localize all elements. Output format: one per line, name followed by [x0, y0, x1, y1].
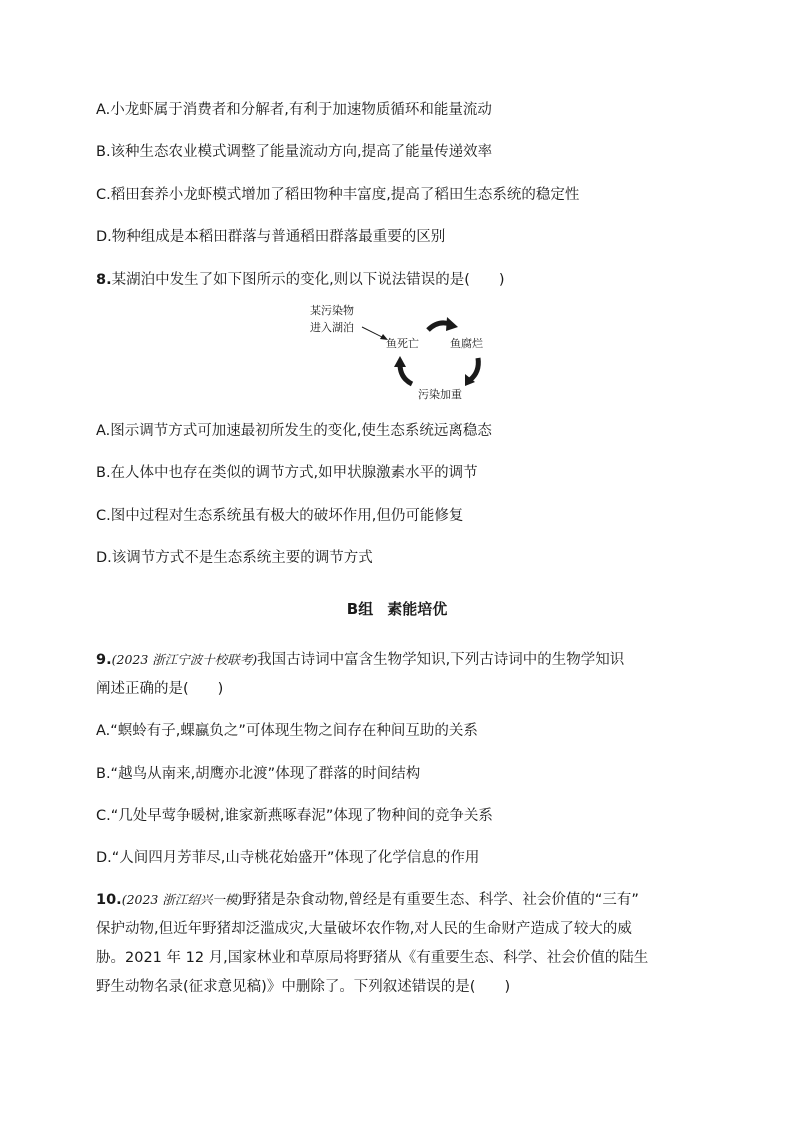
q8-number: 8. — [96, 272, 112, 288]
q9-number: 9. — [96, 652, 112, 668]
cycle-arrow-left-head — [394, 356, 406, 367]
q10-line3: 胁。2021 年 12 月,国家林业和草原局将野猪从《有重要生态、科学、社会价值的陆生 — [96, 950, 649, 966]
diagram-input-line2: 进入湖泊 — [310, 321, 354, 334]
q8-option-b: B.在人体中也存在类似的调节方式,如甲状腺激素水平的调节 — [96, 465, 478, 481]
q8-option-c: C.图中过程对生态系统虽有极大的破坏作用,但仍可能修复 — [96, 508, 464, 524]
q7-option-b: B.该种生态农业模式调整了能量流动方向,提高了能量传递效率 — [96, 144, 493, 160]
q9-option-d: D.“人间四月芳菲尽,山寺桃花始盛开”体现了化学信息的作用 — [96, 850, 480, 866]
q10-line1 — [96, 890, 639, 910]
q10-line2: 保护动物,但近年野猪却泛滥成灾,大量破坏农作物,对人民的生命财产造成了较大的威 — [96, 921, 632, 937]
q9-option-c: C.“几处早莺争暖树,谁家新燕啄春泥”体现了物种间的竞争关系 — [96, 808, 493, 824]
feedback-loop-diagram — [300, 300, 500, 405]
cycle-arrow-top-head — [446, 317, 458, 331]
input-arrow-line — [362, 327, 384, 338]
q10-text-1: 野猪是杂食动物,曾经是有重要生态、科学、社会价值的“三有” — [242, 892, 639, 908]
q8-option-d: D.该调节方式不是生态系统主要的调节方式 — [96, 550, 373, 566]
diagram-node-pollution: 污染加重 — [418, 388, 462, 401]
q7-option-c: C.稻田套养小龙虾模式增加了稻田物种丰富度,提高了稻田生态系统的稳定性 — [96, 187, 580, 203]
q8-option-a: A.图示调节方式可加速最初所发生的变化,使生态系统远离稳态 — [96, 423, 492, 439]
section-title: 素能培优 — [387, 600, 448, 618]
diagram-node-fish-rot: 鱼腐烂 — [450, 337, 483, 350]
diagram-node-fish-death: 鱼死亡 — [386, 337, 419, 350]
cycle-arrow-right — [470, 358, 478, 380]
q8-stem: 某湖泊中发生了如下图所示的变化,则以下说法错误的是( ) — [111, 272, 505, 288]
q9-option-a: A.“螟蛉有子,蜾蠃负之”可体现生物之间存在种间互助的关系 — [96, 723, 478, 739]
q9-option-b: B.“越鸟从南来,胡鹰亦北渡”体现了群落的时间结构 — [96, 766, 421, 782]
q10-line4: 野生动物名录(征求意见稿)》中删除了。下列叙述错误的是( ) — [96, 979, 511, 995]
q9-stem-line1 — [96, 650, 624, 670]
diagram-input-line1: 某污染物 — [310, 304, 354, 317]
q9-source: (2023 浙江宁波十校联考) — [111, 652, 258, 667]
section-heading — [0, 598, 794, 619]
q8-stem-line — [96, 270, 505, 290]
q9-stem-1: 我国古诗词中富含生物学知识,下列古诗词中的生物学知识 — [257, 652, 625, 668]
q10-source: (2023 浙江绍兴一模) — [121, 892, 243, 907]
q10-number: 10. — [96, 892, 122, 908]
section-group: B组 — [346, 600, 374, 618]
q7-option-a: A.小龙虾属于消费者和分解者,有利于加速物质循环和能量流动 — [96, 102, 492, 118]
q9-stem-line2: 阐述正确的是( ) — [96, 681, 224, 697]
q7-option-d: D.物种组成是本稻田群落与普通稻田群落最重要的区别 — [96, 229, 446, 245]
